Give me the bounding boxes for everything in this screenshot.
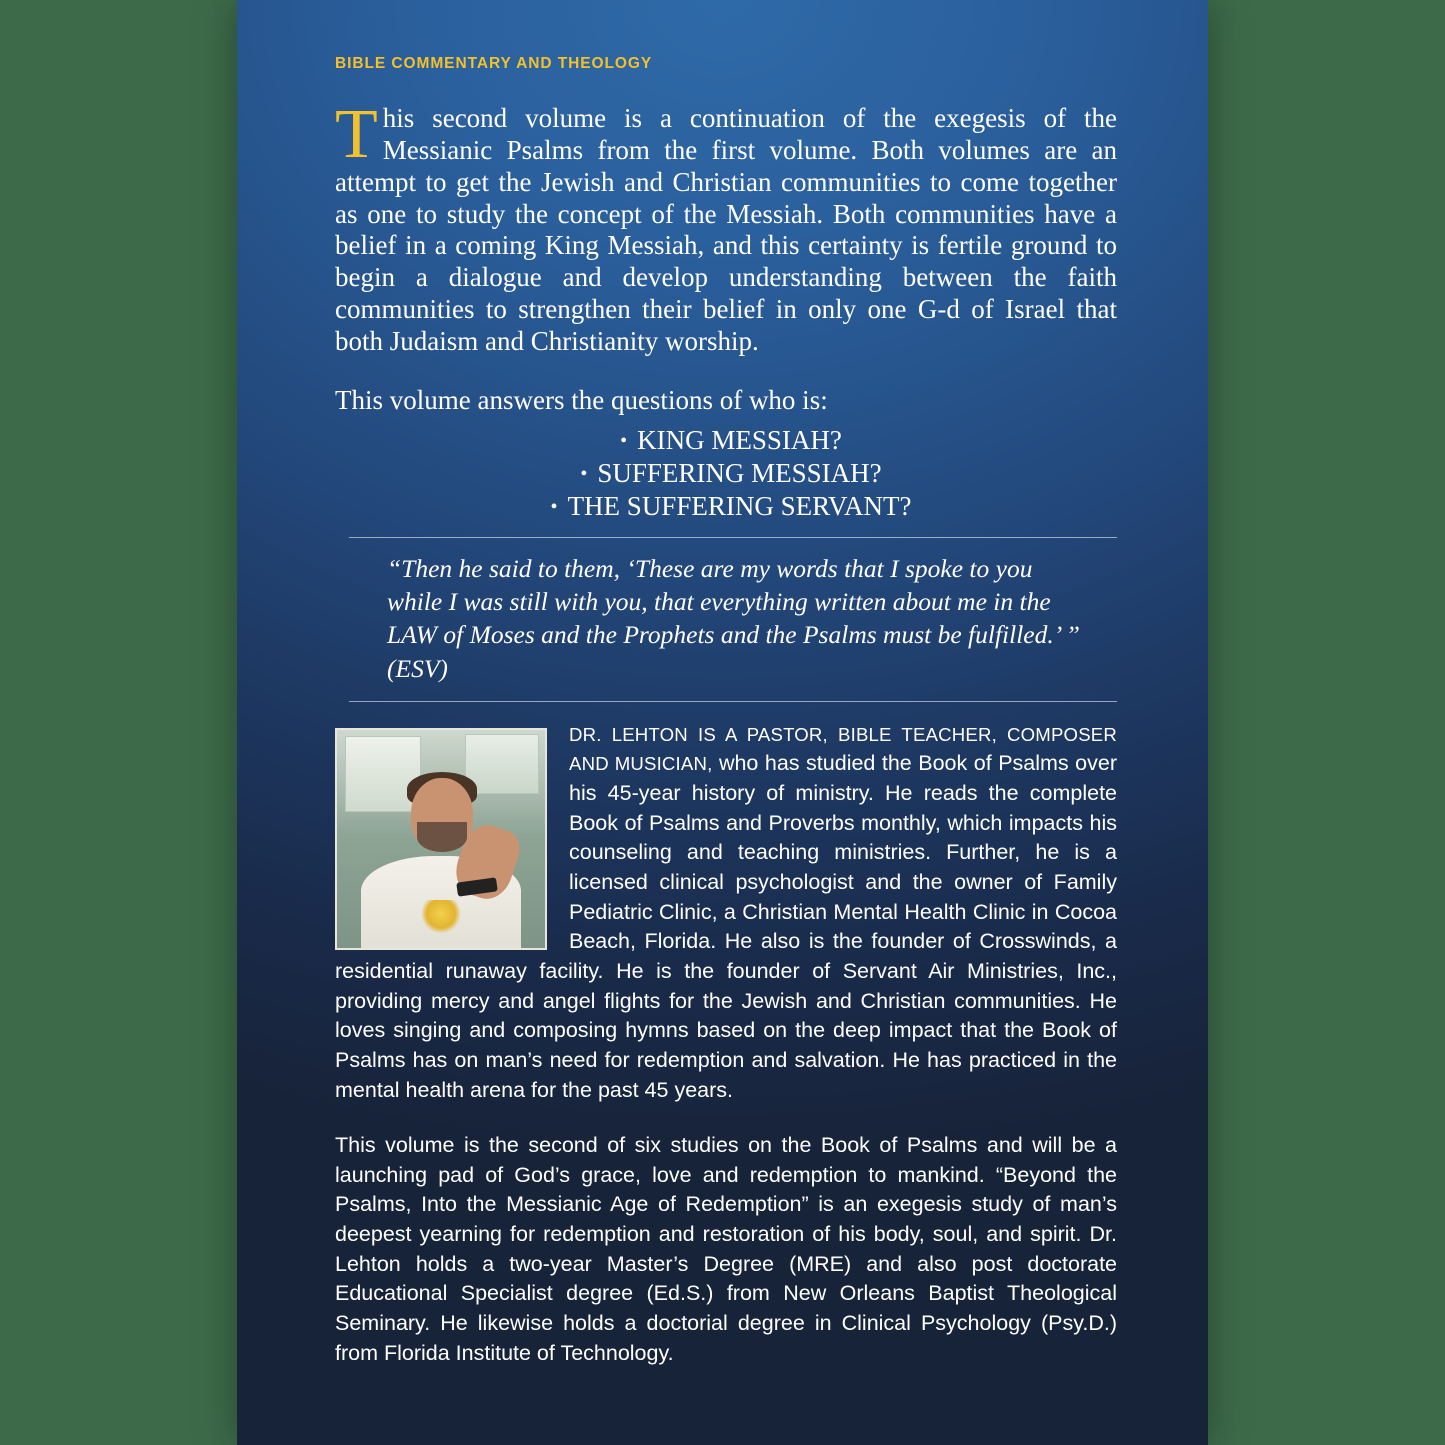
portrait-beard xyxy=(417,822,467,852)
pull-quote: “Then he said to them, ‘These are my words that I spoke to you while I was still with you, that everything written about me in the LAW of Moses and the Prophets and the Psalms must be fulfilled.’ ” (ESV) xyxy=(387,554,1080,683)
cover-content xyxy=(335,0,1117,1445)
lead-paragraph xyxy=(335,96,1117,358)
list-item: • SUFFERING MESSIAH? xyxy=(335,457,1117,490)
author-bio-lead: DR. LEHTON IS A PASTOR, BIBLE TEACHER, COMPOSER AND MUSICIAN, xyxy=(569,723,1117,775)
author-portrait xyxy=(335,728,547,950)
closing-paragraph: This volume is the second of six studies on the Book of Psalms and will be a launching pad of God’s grace, love and redemption to mankind. “Beyond the Psalms, Into the Messianic Age of Redemption” is an exegesis study of man’s deepest yearning for redemption and restoration of his body, soul, and spirit. Dr. Lehton holds a two-year Master’s Degree (MRE) and also post doctorate Educational Specialist degree (Ed.S.) from New Orleans Baptist Theological Seminary. He likewise holds a doctorial degree in Clinical Psychology (Psy.D.) from Florida Institute of Technology. xyxy=(335,1133,1117,1365)
author-bio-text: who has studied the Book of Psalms over his 45-year history of ministry. He reads the complete Book of Psalms and Proverbs monthly, which impacts his counseling and teaching ministries. Further, he is a licensed clinical psychologist and the owner of Family Pediatric Clinic, a Christian Mental Health Clinic in Cocoa Beach, Florida. He also is the founder of Crosswinds, a residential runaway facility. He is the founder of Servant Air Ministries, Inc., providing mercy and angel flights for the Jewish and Christian communities. He loves singing and composing hymns based on the deep impact that the Book of Psalms has on man’s need for redemption and salvation. He has practiced in the mental health arena for the past 45 years. xyxy=(335,751,1118,1102)
questions-intro: This volume answers the questions of who is: xyxy=(335,384,828,415)
author-bio xyxy=(335,720,1117,1106)
category-kicker: BIBLE COMMENTARY AND THEOLOGY xyxy=(335,55,653,72)
list-item: • THE SUFFERING SERVANT? xyxy=(335,490,1117,523)
questions-list xyxy=(335,424,1117,523)
lead-paragraph-text: his second volume is a continuation of the exegesis of the Messianic Psalms from the first volume. Both volumes are an attempt to get the Jewish and Christian communities to come together as one to study the concept of the Messiah. Both communities have a belief in a coming King Messiah, and this certainty is fertile ground to begin a dialogue and develop understanding between the faith communities to strengthen their belief in only one G-d of Israel that both Judaism and Christianity worship. xyxy=(335,103,1117,357)
drop-cap: T xyxy=(335,96,378,173)
list-item: • KING MESSIAH? xyxy=(335,424,1117,457)
divider-bottom xyxy=(349,701,1117,702)
divider-top xyxy=(349,537,1117,538)
portrait-shirt-graphic xyxy=(421,900,461,934)
book-back-cover xyxy=(237,0,1208,1445)
